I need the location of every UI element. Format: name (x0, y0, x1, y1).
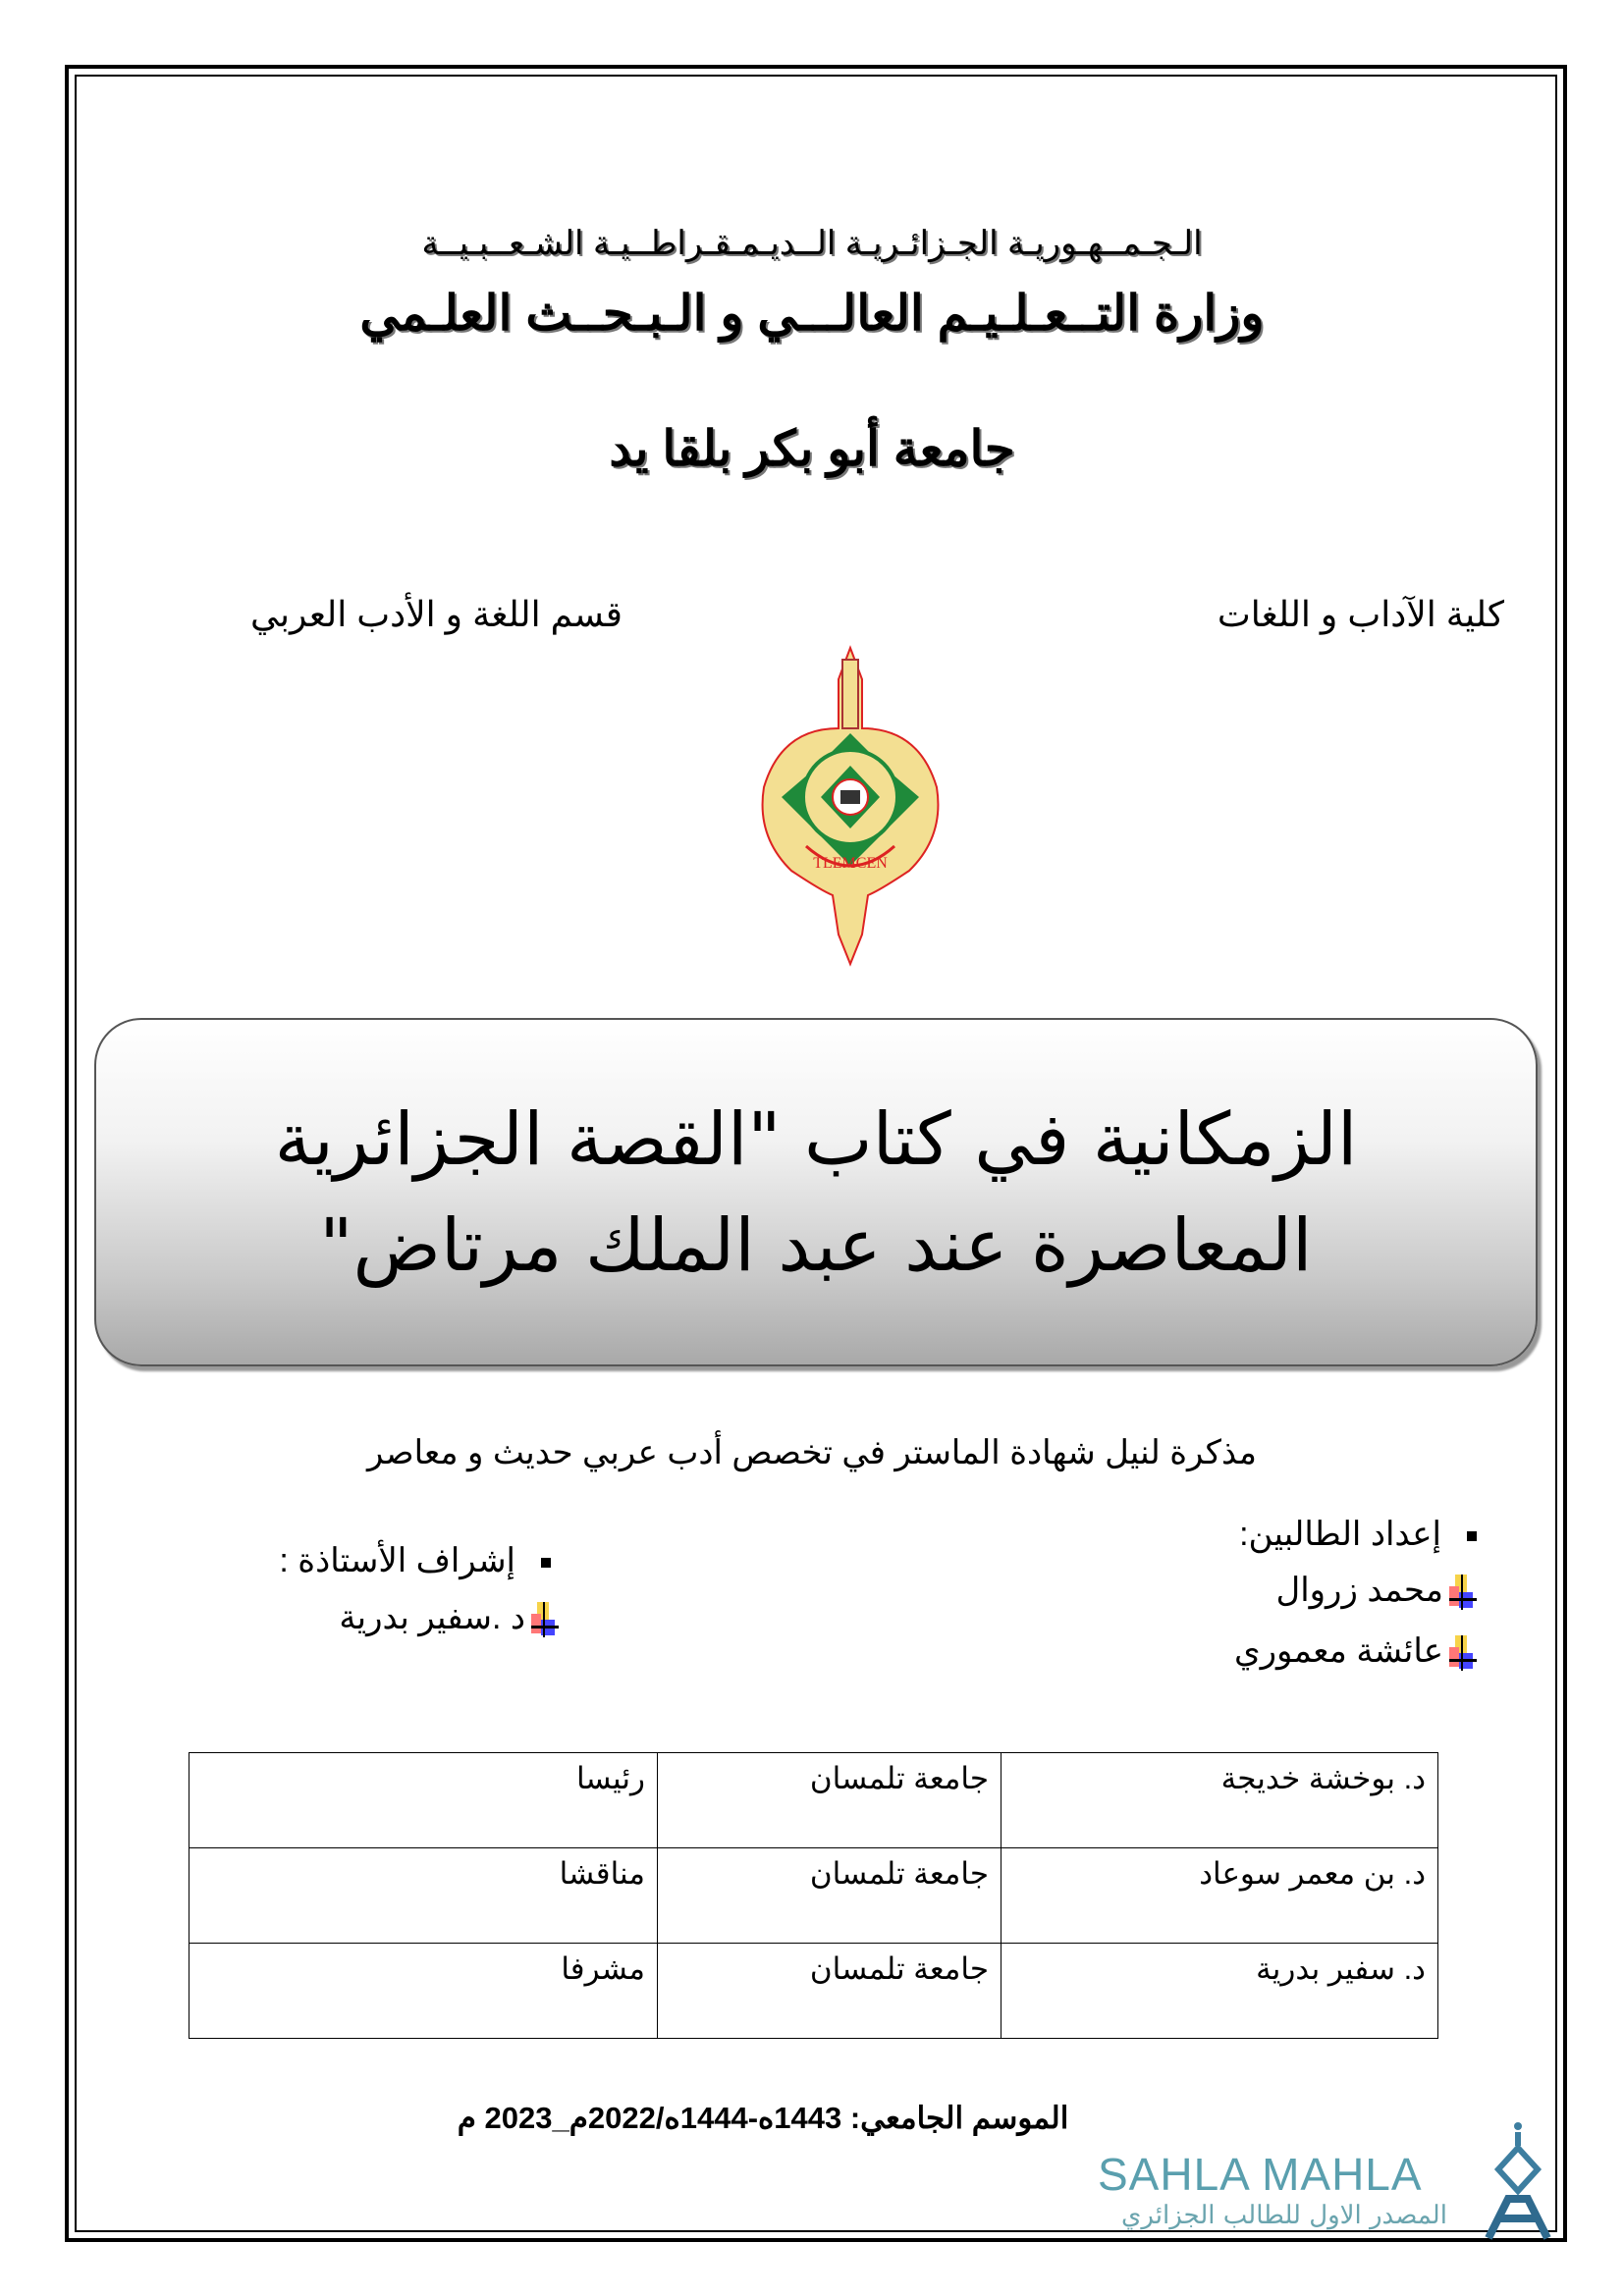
university-heading: جامعة أبو بكر بلقا يد (609, 421, 1015, 476)
watermark-tagline: المصدر الاول للطالب الجزائري (1121, 2201, 1447, 2230)
student-name-text: محمد زروال (1275, 1572, 1443, 1609)
academic-year: الموسم الجامعي: 1443ه-1444ه/2022م_2023 م (457, 2101, 1069, 2135)
thesis-title-box (94, 1018, 1538, 1366)
jury-member-name: د. بوخشة خديجة (1001, 1753, 1438, 1848)
plus-bullet-icon (1449, 1635, 1477, 1671)
jury-member-name: د. بن معمر سوعاد (1001, 1848, 1438, 1944)
bullet-icon (1467, 1531, 1477, 1541)
sahla-mahla-watermark (1098, 2120, 1559, 2243)
ministry-heading: وزارة التــعـلـيـم العالـــي و الـبـحــث العلـمي (359, 286, 1265, 341)
jury-member-role: مشرفا (189, 1944, 658, 2039)
bullet-icon (541, 1558, 551, 1568)
supervisor-label (279, 1541, 551, 1580)
thesis-subtitle: مذكرة لنيل شهادة الماستر في تخصص أدب عربي حديث و معاصر (366, 1434, 1258, 1471)
thesis-title-line-2: المعاصرة عند عبد الملك مرتاض" (319, 1202, 1313, 1288)
table-row (189, 1944, 1438, 2039)
supervisor-label-text: إشراف الأستاذة : (279, 1542, 515, 1579)
department-label: قسم اللغة و الأدب العربي (250, 594, 623, 634)
university-logo (752, 640, 948, 969)
jury-member-role: مناقشا (189, 1848, 658, 1944)
student-name (1234, 1631, 1477, 1671)
republic-heading: الـجـمــهـوريـة الجـزائـريـة الــديـمـقـراطــيـة الشـعــبـيــة (421, 225, 1203, 262)
faculty-label: كلية الآداب و اللغات (1217, 594, 1504, 634)
plus-bullet-icon (1449, 1575, 1477, 1610)
watermark-brand: SAHLA MAHLA (1098, 2149, 1423, 2200)
students-label (1239, 1515, 1477, 1554)
supervisor-name (339, 1598, 559, 1637)
student-name (1275, 1571, 1477, 1610)
sahla-mahla-logo-icon (1479, 2120, 1557, 2243)
jury-member-institution: جامعة تلمسان (658, 1848, 1001, 1944)
plus-bullet-icon (531, 1602, 559, 1637)
table-row (189, 1848, 1438, 1944)
svg-text:TLEMCEN: TLEMCEN (813, 855, 888, 872)
jury-table (189, 1752, 1438, 2039)
jury-member-institution: جامعة تلمسان (658, 1944, 1001, 2039)
students-label-text: إعداد الطالبين: (1239, 1516, 1441, 1553)
thesis-title-line-1: الزمكانية في كتاب "القصة الجزائرية (274, 1096, 1358, 1182)
supervisor-name-text: د .سفير بدرية (339, 1599, 525, 1636)
table-row (189, 1753, 1438, 1848)
jury-member-role: رئيسا (189, 1753, 658, 1848)
jury-member-institution: جامعة تلمسان (658, 1753, 1001, 1848)
jury-member-name: د. سفير بدرية (1001, 1944, 1438, 2039)
student-name-text: عائشة معموري (1234, 1632, 1443, 1670)
